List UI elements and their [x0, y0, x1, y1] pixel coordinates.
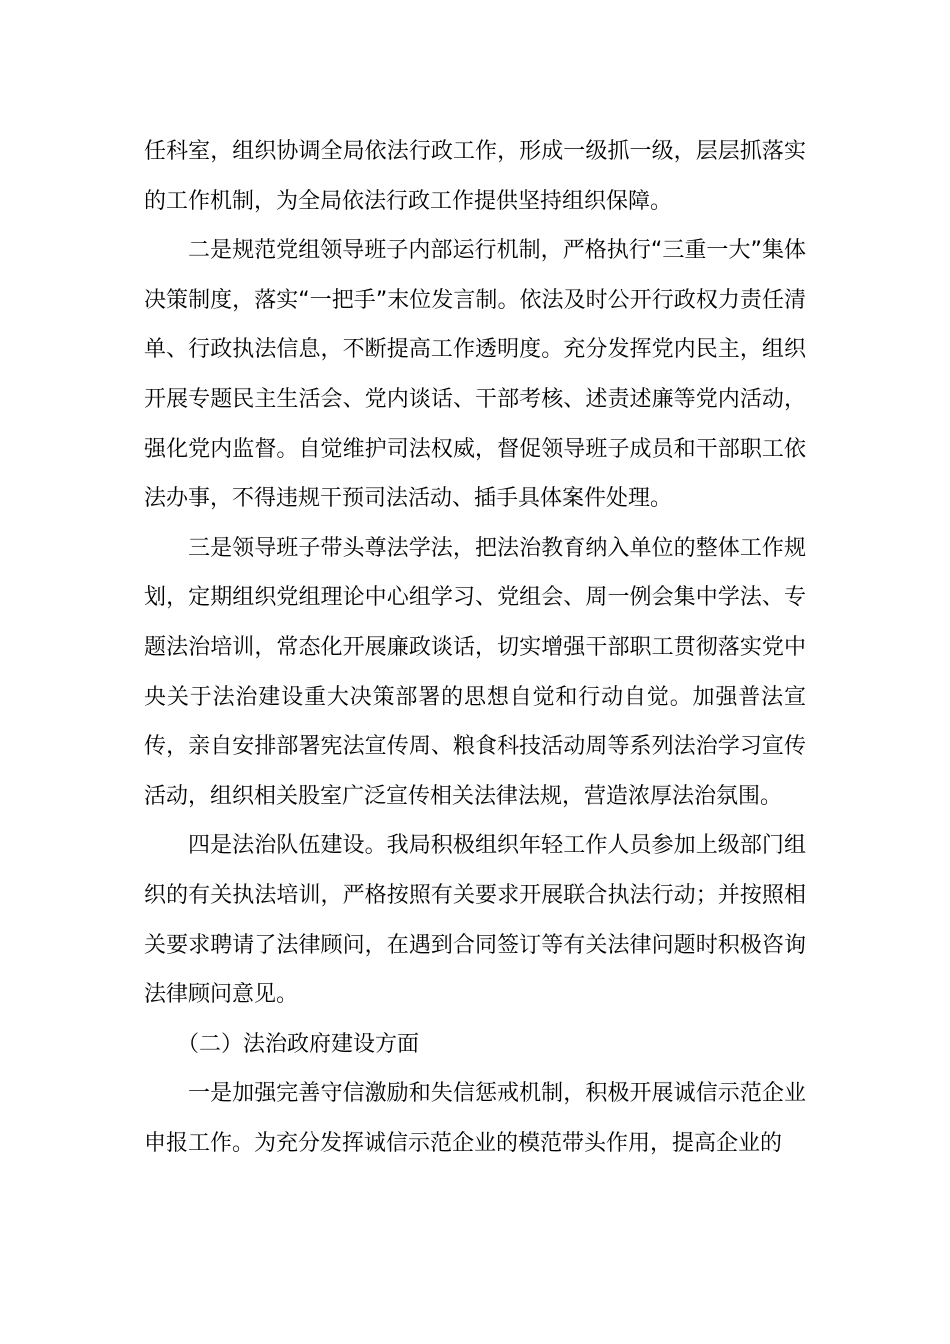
document-body — [144, 127, 806, 1168]
paragraph-law-study: 三是领导班子带头尊法学法，把法治教育纳入单位的整体工作规划，定期组织党组理论中心组学习、党组会、周一例会集中学法、专题法治培训，常态化开展廉政谈话，切实增强干部职工贯彻落实党中央关于法治建设重大决策部署的思想自觉和行动自觉。加强普法宣传，亲自安排部署宪法宣传周、粮食科技活动周等系列法治学习宣传活动，组织相关股室广泛宣传相关法律法规，营造浓厚法治氛围。 — [144, 535, 806, 809]
paragraph-credit-mechanism: 一是加强完善守信激励和失信惩戒机制，积极开展诚信示范企业申报工作。为充分发挥诚信示范企业的模范带头作用，提高企业的 — [144, 1081, 806, 1156]
paragraph-continuation: 任科室，组织协调全局依法行政工作，形成一级抓一级，层层抓落实的工作机制，为全局依法行政工作提供坚持组织保障。 — [144, 139, 806, 214]
paragraph-leadership-mechanism: 二是规范党组领导班子内部运行机制，严格执行“三重一大”集体决策制度，落实“一把手”末位发言制。依法及时公开行政权力责任清单、行政执法信息，不断提高工作透明度。充分发挥党内民主，组织开展专题民主生活会、党内谈话、干部考核、述责述廉等党内活动，强化党内监督。自觉维护司法权威，督促领导班子成员和干部职工依法办事，不得违规干预司法活动、插手具体案件处理。 — [144, 238, 806, 512]
paragraph-team-building: 四是法治队伍建设。我局积极组织年轻工作人员参加上级部门组织的有关执法培训，严格按照有关要求开展联合执法行动；并按照相关要求聘请了法律顾问，在遇到合同签订等有关法律问题时积极咨询法律顾问意见。 — [144, 833, 806, 1008]
section-heading: （二）法治政府建设方面 — [177, 1031, 420, 1057]
